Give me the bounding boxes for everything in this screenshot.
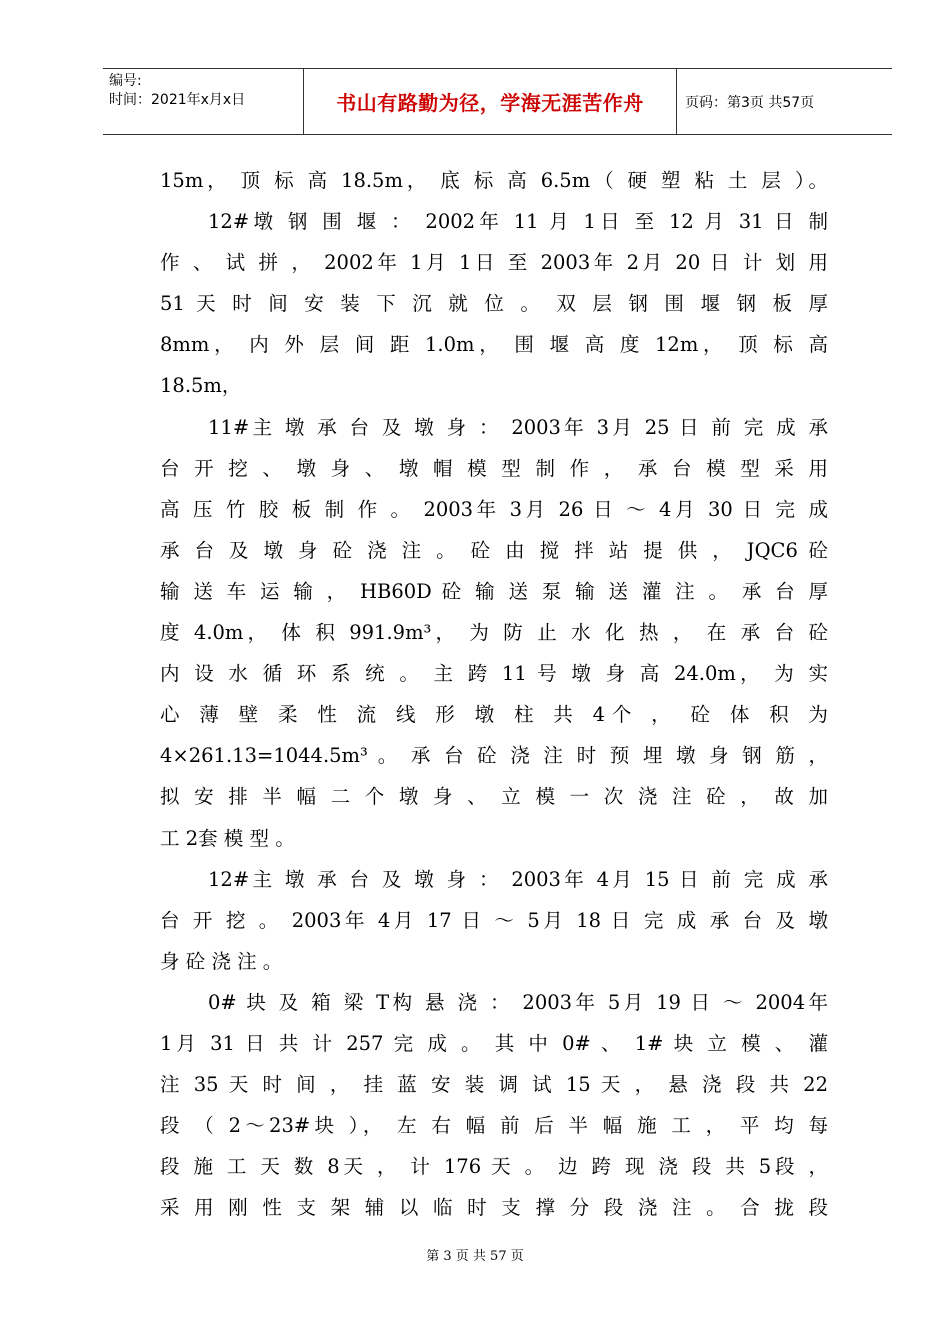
text-line: 台 开 挖 。 2003年 4月 17 日 ～ 5月 18 日 完 成 承 台 及 墩 xyxy=(160,908,828,932)
text-line: 段 （ 2～23#块 ）， 左 右 幅 前 后 半 幅 施 工 ， 平 均 每 xyxy=(160,1114,828,1138)
document-body xyxy=(160,160,828,1228)
text-line: 18.5m， xyxy=(160,374,242,398)
page-footer: 第 3 页 共 57 页 xyxy=(426,1249,524,1264)
page-header xyxy=(103,68,892,135)
text-line: 采 用 刚 性 支 架 辅 以 临 时 支 撑 分 段 浇 注 。 合 拢 段 xyxy=(160,1196,828,1220)
text-line: 内 设 水 循 环 系 统 。 主 跨 11 号 墩 身 高 24.0m， 为 实 xyxy=(160,662,828,686)
text-line: 段 施 工 天 数 8天 ， 计 176 天 。 边 跨 现 浇 段 共 5段 ， xyxy=(160,1155,828,1179)
text-line: 0# 块 及 箱 梁 T构 悬 浇 ： 2003年 5月 19 日 ～ 2004年 xyxy=(208,990,828,1014)
text-line: 高 压 竹 胶 板 制 作 。 2003年 3月 26 日 ～ 4月 30 日 完 成 xyxy=(160,497,828,521)
text-line: 心 薄 壁 柔 性 流 线 形 墩 柱 共 4个 ， 砼 体 积 为 xyxy=(160,703,828,727)
text-line: 1月 31 日 共 计 257 完 成 。 其 中 0# 、 1# 块 立 模 、 灌 xyxy=(160,1031,828,1055)
text-line: 身 砼 浇 注 。 xyxy=(160,949,283,973)
text-line: 注 35 天 时 间 ， 挂 蓝 安 装 调 试 15 天 ， 悬 浇 段 共 22 xyxy=(160,1073,828,1097)
text-line: 承 台 及 墩 身 砼 浇 注 。 砼 由 搅 拌 站 提 供 ， JQC6 砼 xyxy=(160,538,828,562)
text-line: 作 、 试 拼 ， 2002年 1月 1日 至 2003年 2月 20 日 计 划 用 xyxy=(160,251,828,275)
text-line: 51 天 时 间 安 装 下 沉 就 位 。 双 层 钢 围 堰 钢 板 厚 xyxy=(160,292,828,316)
text-line: 工 2套 模 型 。 xyxy=(160,826,295,850)
text-line: 15m， 顶 标 高 18.5m， 底 标 高 6.5m（ 硬 塑 粘 土 层 ）。 xyxy=(160,169,828,192)
header-meta xyxy=(109,72,305,110)
header-page-info: 页码：第3页 共57页 xyxy=(685,94,815,111)
number-label: 编号: xyxy=(109,73,142,89)
text-line: 4×261.13=1044.5m³ 。 承 台 砼 浇 注 时 预 埋 墩 身 钢 筋 ， xyxy=(160,744,828,768)
text-line: 12#主 墩 承 台 及 墩 身 ： 2003年 4月 15 日 前 完 成 承 xyxy=(208,867,828,891)
text-line: 拟 安 排 半 幅 二 个 墩 身 、 立 模 一 次 浇 注 砼 ， 故 加 xyxy=(160,785,828,809)
text-line: 12#墩 钢 围 堰 ： 2002年 11 月 1日 至 12 月 31 日 制 xyxy=(208,210,828,234)
time-label: 时间：2021年x月x日 xyxy=(109,92,246,108)
text-line: 度 4.0m， 体 积 991.9m³， 为 防 止 水 化 热 ， 在 承 台 砼 xyxy=(160,621,828,645)
text-line: 8mm， 内 外 层 间 距 1.0m， 围 堰 高 度 12m， 顶 标 高 xyxy=(160,333,828,357)
header-motto: 书山有路勤为径，学海无涯苦作舟 xyxy=(336,91,644,115)
text-line: 台 开 挖 、 墩 身 、 墩 帽 模 型 制 作 ， 承 台 模 型 采 用 xyxy=(160,456,828,480)
text-line: 输 送 车 运 输 ， HB60D 砼 输 送 泵 输 送 灌 注 。 承 台 厚 xyxy=(160,579,828,603)
text-line: 11#主 墩 承 台 及 墩 身 ： 2003年 3月 25 日 前 完 成 承 xyxy=(208,415,828,439)
header-motto-cell xyxy=(303,69,677,134)
